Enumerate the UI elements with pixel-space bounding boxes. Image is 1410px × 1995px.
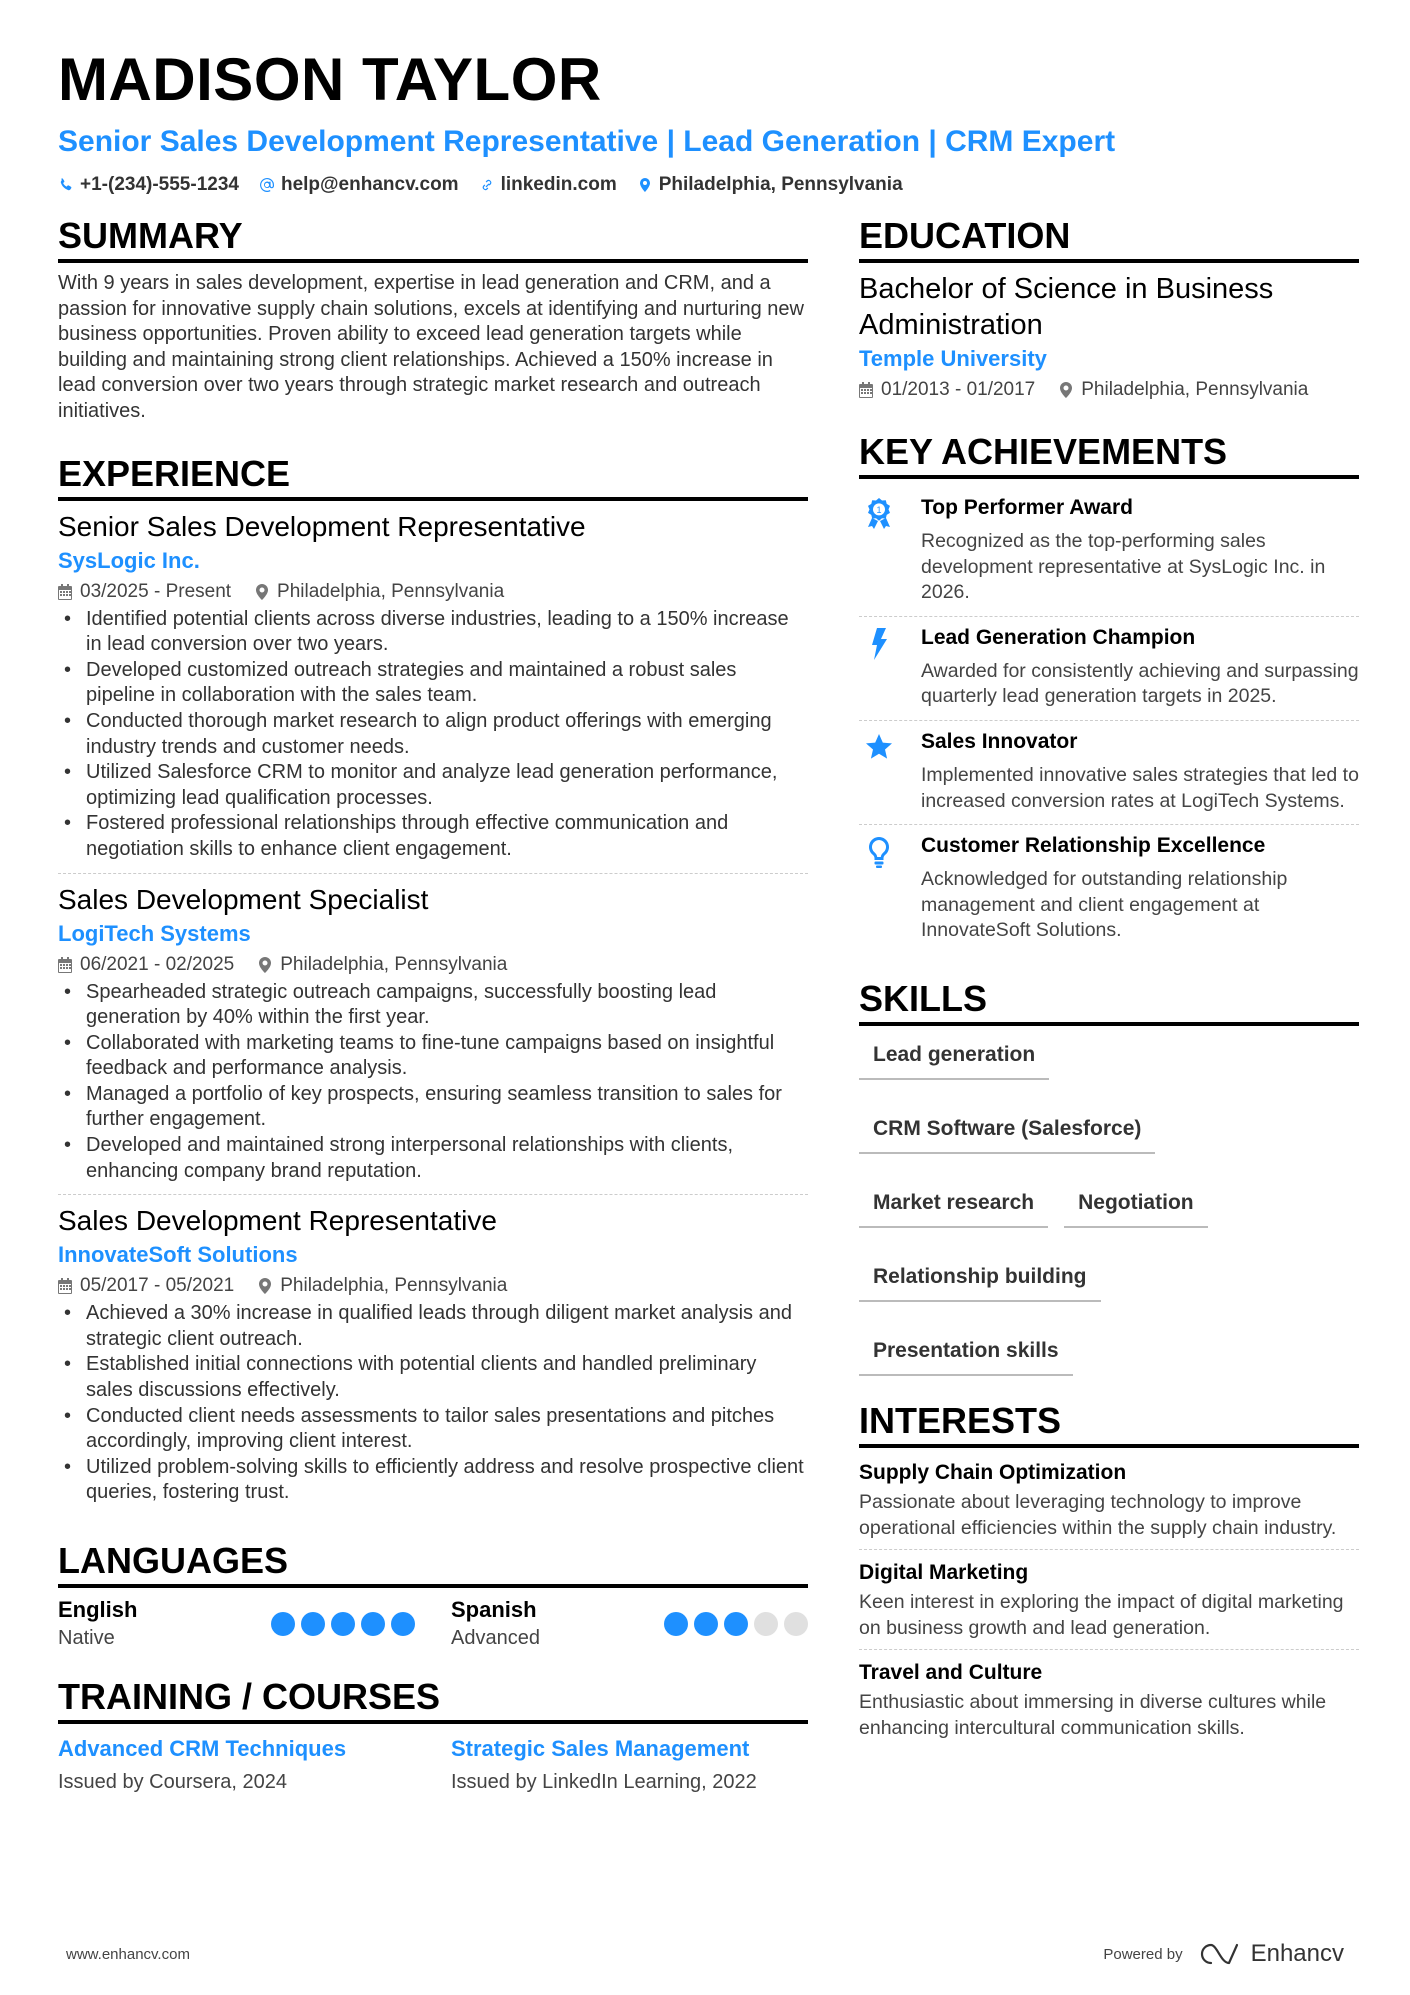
svg-text:1: 1 <box>876 505 882 515</box>
enhancv-logo-icon <box>1197 1941 1243 1967</box>
phone-icon <box>58 177 74 193</box>
interests-section <box>859 1400 1359 1750</box>
achievement-title: Lead Generation Champion <box>921 625 1196 649</box>
rating-dot-filled <box>391 1612 415 1636</box>
language-item <box>58 1596 415 1652</box>
skill-tag: CRM Software (Salesforce) <box>859 1108 1155 1154</box>
education-dates: 01/2013 - 01/2017 <box>881 379 1036 400</box>
contact-bar <box>58 174 1358 196</box>
job-dates: 06/2021 - 02/2025 <box>80 953 235 975</box>
job-entry <box>58 1203 808 1516</box>
star-icon <box>864 731 894 765</box>
bullet-item: • Conducted thorough market research to align product offerings with emerging industry trends and customer needs. <box>58 709 808 760</box>
rating-dot-empty <box>784 1612 808 1636</box>
language-level: Native <box>58 1627 115 1649</box>
degree: Bachelor of Science in Business Administration <box>859 273 1274 341</box>
at-icon <box>259 177 275 193</box>
achievement-item <box>859 487 1359 617</box>
interest-desc: Enthusiastic about immersing in diverse cultures while enhancing intercultural communication skills. <box>859 1691 1327 1739</box>
website-link[interactable]: www.enhancv.com <box>66 1945 190 1963</box>
skill-tag: Presentation skills <box>859 1330 1073 1376</box>
achievement-title: Customer Relationship Excellence <box>921 834 1266 858</box>
link-icon <box>479 177 495 193</box>
page-footer <box>66 1940 1344 1968</box>
achievement-desc: Recognized as the top-performing sales development representative at SysLogic Inc. in 2026. <box>921 530 1326 604</box>
candidate-name: MADISON TAYLOR <box>58 46 602 113</box>
bullet-item: • Fostered professional relationships through effective communication and negotiation skills to enhance client engagement. <box>58 811 808 862</box>
bullet-item: • Utilized Salesforce CRM to monitor and analyze lead generation performance, optimizing lead qualification processes. <box>58 760 808 811</box>
right-column <box>859 215 1359 1774</box>
achievement-desc: Awarded for consistently achieving and surpassing quarterly lead generation targets in 2025. <box>921 659 1359 708</box>
job-meta <box>58 950 808 980</box>
bullet-item: • Collaborated with marketing teams to fine-tune campaigns based on insightful feedback and performance analysis. <box>58 1031 808 1082</box>
language-name: English <box>58 1597 138 1622</box>
location-icon <box>255 584 269 600</box>
section-title-summary: SUMMARY <box>58 215 808 263</box>
interest-title: Digital Marketing <box>859 1561 1029 1585</box>
interest-desc: Keen interest in exploring the impact of digital marketing on business growth and lead generation. <box>859 1591 1344 1639</box>
language-level: Advanced <box>451 1627 540 1649</box>
education-meta <box>859 375 1359 405</box>
rating-dot-filled <box>664 1612 688 1636</box>
skill-list <box>859 1034 1359 1376</box>
education-section <box>859 215 1359 405</box>
language-name: Spanish <box>451 1597 537 1622</box>
interest-title: Supply Chain Optimization <box>859 1460 1127 1484</box>
contact-email[interactable]: help@enhancv.com <box>259 174 459 196</box>
left-column <box>58 215 808 1822</box>
location-icon <box>1059 382 1073 398</box>
location-icon <box>258 1278 272 1294</box>
training-section <box>58 1676 808 1798</box>
rating-dot-filled <box>694 1612 718 1636</box>
brand-name: Enhancv <box>1250 1940 1344 1967</box>
language-list <box>58 1596 808 1652</box>
award-ribbon-icon <box>864 497 894 531</box>
job-bullets <box>58 607 808 863</box>
bullet-item: • Developed and maintained strong interpersonal relationships with clients, enhancing company brand reputation. <box>58 1133 808 1184</box>
section-title-achievements: KEY ACHIEVEMENTS <box>859 431 1359 479</box>
location-icon <box>637 177 653 193</box>
job-meta <box>58 577 808 607</box>
bullet-item: • Established initial connections with potential clients and handled preliminary sales discussions effectively. <box>58 1352 808 1403</box>
interest-item <box>859 1656 1359 1749</box>
bullet-item: • Identified potential clients across diverse industries, leading to a 150% increase in lead conversion over two years. <box>58 607 808 658</box>
job-title: Senior Sales Development Representative <box>58 510 586 542</box>
resume-header <box>58 44 1358 196</box>
job-dates: 05/2017 - 05/2021 <box>80 1275 235 1297</box>
lightbulb-icon <box>864 835 894 869</box>
job-bullets <box>58 980 808 1185</box>
bullet-item: • Managed a portfolio of key prospects, ensuring seamless transition to sales for further engagement. <box>58 1082 808 1133</box>
skills-section <box>859 978 1359 1376</box>
course-issuer: Issued by Coursera, 2024 <box>58 1771 288 1793</box>
interest-title: Travel and Culture <box>859 1661 1043 1685</box>
course-issuer: Issued by LinkedIn Learning, 2022 <box>451 1771 757 1793</box>
rating-dot-filled <box>724 1612 748 1636</box>
bullet-item: • Achieved a 30% increase in qualified leads through diligent market analysis and strategic client outreach. <box>58 1301 808 1352</box>
job-dates: 03/2025 - Present <box>80 580 232 602</box>
bullet-item: • Spearheaded strategic outreach campaigns, successfully boosting lead generation by 40% within the first year. <box>58 980 808 1031</box>
section-title-languages: LANGUAGES <box>58 1540 808 1588</box>
calendar-icon <box>859 382 873 398</box>
achievement-item <box>859 825 1359 954</box>
achievements-section <box>859 431 1359 954</box>
summary-text: With 9 years in sales development, expertise in lead generation and CRM, and a passion for innovative supply chain solutions, excels at identifying and nurturing new business opportunities. Proven ability to exceed lead generation targets while building and maintaining strong client relationships. Achieved a 150% increase in lead conversion over two years through strategic market research and outreach initiatives. <box>58 272 804 422</box>
section-title-experience: EXPERIENCE <box>58 453 808 501</box>
job-location: Philadelphia, Pennsylvania <box>280 1275 508 1297</box>
contact-location: Philadelphia, Pennsylvania <box>637 174 903 196</box>
job-title: Sales Development Representative <box>58 1205 497 1237</box>
powered-by-label: Powered by <box>1103 1945 1183 1963</box>
summary-section <box>58 215 808 425</box>
job-title: Sales Development Specialist <box>58 883 429 915</box>
language-rating <box>664 1612 808 1636</box>
language-item <box>451 1596 808 1652</box>
job-location: Philadelphia, Pennsylvania <box>277 580 505 602</box>
contact-linkedin[interactable]: linkedin.com <box>479 174 617 196</box>
skill-tag: Relationship building <box>859 1256 1101 1302</box>
job-meta <box>58 1271 808 1301</box>
language-rating <box>271 1612 415 1636</box>
interest-item <box>859 1556 1359 1650</box>
interest-desc: Passionate about leveraging technology to improve operational efficiencies within the supply chain industry. <box>859 1490 1337 1539</box>
candidate-headline: Senior Sales Development Representative | Lead Generation | CRM Expert <box>58 125 1116 158</box>
achievement-title: Sales Innovator <box>921 729 1078 753</box>
section-title-interests: INTERESTS <box>859 1400 1359 1448</box>
rating-dot-filled <box>361 1612 385 1636</box>
company-name: LogiTech Systems <box>58 920 251 946</box>
achievement-desc: Acknowledged for outstanding relationship management and client engagement at InnovateSoft Solutions. <box>921 868 1288 942</box>
rating-dot-filled <box>301 1612 325 1636</box>
section-title-skills: SKILLS <box>859 978 1359 1026</box>
achievement-item <box>859 617 1359 721</box>
job-location: Philadelphia, Pennsylvania <box>280 953 508 975</box>
section-title-training: TRAINING / COURSES <box>58 1676 808 1724</box>
job-bullets <box>58 1301 808 1506</box>
job-entry <box>58 509 808 874</box>
rating-dot-filled <box>331 1612 355 1636</box>
calendar-icon <box>58 957 72 973</box>
skill-tag: Lead generation <box>859 1034 1049 1080</box>
course-list <box>58 1732 808 1798</box>
interest-item <box>859 1456 1359 1550</box>
company-name: InnovateSoft Solutions <box>58 1242 298 1268</box>
contact-phone[interactable]: +1-(234)-555-1234 <box>58 174 239 196</box>
education-location: Philadelphia, Pennsylvania <box>1081 379 1309 400</box>
calendar-icon <box>58 1278 72 1294</box>
job-entry <box>58 882 808 1196</box>
location-icon <box>258 957 272 973</box>
powered-by <box>1103 1940 1344 1968</box>
course-item <box>451 1732 808 1798</box>
course-item <box>58 1732 415 1798</box>
course-title: Advanced CRM Techniques <box>58 1736 347 1761</box>
school-name: Temple University <box>859 346 1047 371</box>
bullet-item: • Developed customized outreach strategies and maintained a robust sales pipeline in collaboration with the sales team. <box>58 658 808 709</box>
achievement-desc: Implemented innovative sales strategies that led to increased conversion rates at LogiTech Systems. <box>921 763 1359 812</box>
achievement-title: Top Performer Award <box>921 496 1133 519</box>
bullet-item: • Utilized problem-solving skills to efficiently address and resolve prospective client queries, fostering trust. <box>58 1455 808 1506</box>
experience-section <box>58 453 808 1516</box>
skill-tag: Negotiation <box>1064 1182 1208 1228</box>
rating-dot-filled <box>271 1612 295 1636</box>
bullet-item: • Conducted client needs assessments to tailor sales presentations and pitches accordingly, improving client interest. <box>58 1404 808 1455</box>
skill-tag: Market research <box>859 1182 1048 1228</box>
enhancv-logo[interactable] <box>1197 1940 1344 1968</box>
lightning-bolt-icon <box>864 627 894 661</box>
achievement-item <box>859 721 1359 825</box>
languages-section <box>58 1540 808 1652</box>
course-title: Strategic Sales Management <box>451 1736 750 1761</box>
company-name: SysLogic Inc. <box>58 547 200 573</box>
rating-dot-empty <box>754 1612 778 1636</box>
section-title-education: EDUCATION <box>859 215 1359 263</box>
calendar-icon <box>58 584 72 600</box>
